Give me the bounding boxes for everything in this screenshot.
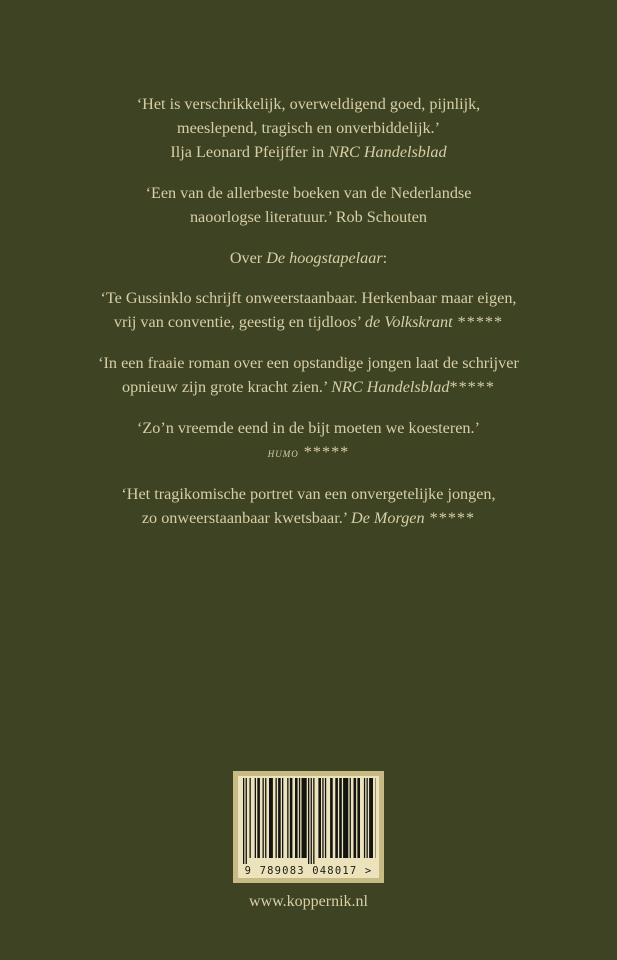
barcode-bar bbox=[255, 778, 256, 858]
barcode-bar bbox=[243, 778, 244, 864]
barcode-bar bbox=[343, 778, 348, 858]
publisher-website: www.koppernik.nl bbox=[249, 893, 368, 910]
quote-text-line: ‘Het is verschrikkelijk, overweldigend goed, pijnlijk, bbox=[136, 95, 481, 113]
review-quote-morgen bbox=[0, 482, 617, 530]
barcode-bar bbox=[335, 778, 338, 858]
heading-line bbox=[0, 246, 617, 270]
barcode-bar bbox=[295, 778, 298, 858]
star-rating: ***** bbox=[298, 443, 350, 461]
barcode-bar bbox=[369, 778, 373, 858]
review-quote-volkskrant bbox=[0, 286, 617, 334]
barcode-bar bbox=[269, 778, 273, 858]
barcode-bar bbox=[263, 778, 264, 858]
isbn-barcode bbox=[233, 771, 384, 883]
barcode-bar bbox=[287, 778, 288, 858]
quote-source: De Morgen bbox=[351, 509, 425, 527]
quote-text-line bbox=[0, 310, 617, 334]
barcode-bar bbox=[290, 778, 293, 858]
barcode-bar bbox=[265, 778, 266, 858]
quote-attribution bbox=[0, 140, 617, 164]
review-quote-humo bbox=[0, 416, 617, 465]
book-title: De hoogstapelaar bbox=[266, 249, 383, 267]
section-heading-over bbox=[0, 246, 617, 270]
quote-text-line: ‘Het tragikomische portret van een onvergetelijke jongen, bbox=[121, 485, 496, 503]
quote-source-line bbox=[0, 440, 617, 465]
barcode-bar bbox=[246, 778, 247, 864]
quote-text-line: meeslepend, tragisch en onverbiddelijk.’ bbox=[177, 119, 440, 137]
barcode-bar bbox=[357, 778, 360, 858]
quote-text-line bbox=[0, 506, 617, 530]
review-quote-schouten bbox=[0, 181, 617, 229]
barcode-bar bbox=[350, 778, 351, 858]
barcode-bar bbox=[276, 778, 277, 858]
quote-text: vrij van conventie, geestig en tijdloos’ bbox=[113, 313, 365, 331]
barcode-bar bbox=[313, 778, 314, 864]
star-rating: ***** bbox=[449, 378, 495, 396]
reviews-block bbox=[0, 92, 617, 547]
quote-source: NRC Handelsblad bbox=[331, 378, 450, 396]
quote-text-line: ‘Een van de allerbeste boeken van de Nederlandse bbox=[145, 184, 472, 202]
quote-source: humo bbox=[267, 445, 299, 460]
barcode-bar bbox=[257, 778, 260, 858]
attribution-source: NRC Handelsblad bbox=[328, 143, 447, 161]
quote-text: zo onweerstaanbaar kwetsbaar.’ bbox=[141, 509, 352, 527]
heading-suffix: : bbox=[382, 249, 388, 267]
barcode-bar bbox=[339, 778, 342, 858]
barcode-bar bbox=[354, 778, 357, 858]
review-quote-nrc bbox=[0, 351, 617, 399]
quote-text-line bbox=[0, 375, 617, 399]
barcode-bar bbox=[330, 778, 333, 858]
star-rating: ***** bbox=[452, 313, 504, 331]
barcode-bar bbox=[318, 778, 321, 858]
barcode-bar bbox=[364, 778, 365, 858]
barcode-bar bbox=[311, 778, 312, 864]
isbn-number: 9 789083 048017 > bbox=[244, 865, 373, 877]
quote-source: de Volkskrant bbox=[364, 313, 453, 331]
star-rating: ***** bbox=[424, 509, 476, 527]
barcode-bar bbox=[367, 778, 368, 858]
attribution-prefix: Ilja Leonard Pfeijffer in bbox=[170, 143, 329, 161]
barcode-bar bbox=[282, 778, 283, 858]
barcode-bars bbox=[241, 778, 376, 864]
barcode-bar bbox=[250, 778, 251, 858]
quote-text-line: ‘Zo’n vreemde eend in de bijt moeten we koesteren.’ bbox=[137, 419, 480, 437]
review-quote-pfeijffer bbox=[0, 92, 617, 164]
barcode-bar bbox=[322, 778, 323, 858]
barcode-bar bbox=[325, 778, 326, 858]
barcode-bar bbox=[302, 778, 307, 858]
quote-text-line: ‘Te Gussinklo schrijft onweerstaanbaar. Herkenbaar maar eigen, bbox=[100, 289, 517, 307]
quote-text-line: naoorlogse literatuur.’ Rob Schouten bbox=[189, 208, 428, 226]
barcode-bar bbox=[278, 778, 281, 858]
quote-text-line: ‘In een fraaie roman over een opstandige jongen laat de schrijver bbox=[98, 354, 519, 372]
barcode-bar bbox=[299, 778, 300, 858]
quote-text: opnieuw zijn grote kracht zien.’ bbox=[122, 378, 332, 396]
barcode-bar bbox=[308, 778, 309, 864]
barcode-label bbox=[238, 776, 379, 878]
heading-prefix: Over bbox=[229, 249, 267, 267]
